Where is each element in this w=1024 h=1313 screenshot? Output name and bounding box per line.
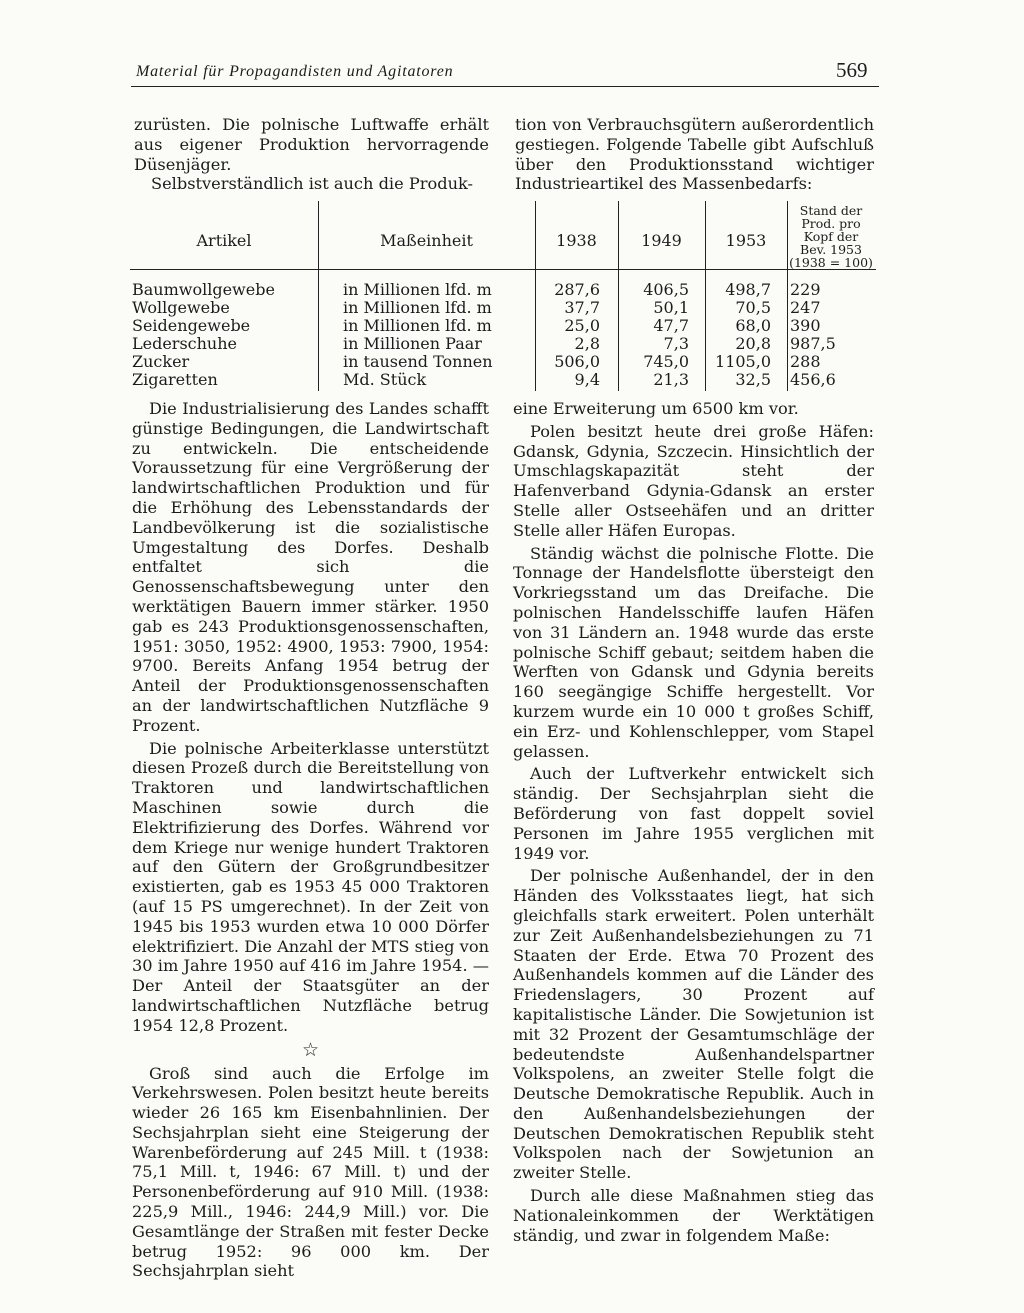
cell-per-capita: 247	[790, 298, 821, 317]
cell-1953: 20,8	[735, 334, 771, 353]
production-table	[130, 201, 876, 391]
cell-per-capita: 229	[790, 280, 821, 299]
running-header-title: Material für Propagandisten und Agitatoren	[136, 63, 454, 80]
body-paragraph: Ständig wächst die polnische Flotte. Die Tonnage der Handelsflotte übersteigt den Vorkriegsstand um das Dreifache. Die polnischen Handelsschiffe laufen Häfen von 31 Ländern an. 1948 wurde das erste polnische Schiff gebaut; seitdem haben die Werften von Gdansk und Gdynia bereits 160 seegängige Schiffe hergestellt. Vor kurzem wurde ein 10 000 t großes Schiff, ein Erz- und Kohlenschlepper, vom Stapel gelassen.	[513, 543, 874, 761]
table-header-per-capita-line: (1938 = 100)	[789, 255, 873, 270]
table-header-1953: 1953	[725, 231, 767, 250]
table-header-per-capita	[788, 204, 874, 269]
cell-1953: 32,5	[735, 370, 771, 389]
scan-margin-mark	[41, 1280, 48, 1310]
table-header-per-capita-line: Bev. 1953	[800, 242, 862, 257]
table-header-per-capita-line: Kopf der	[803, 229, 859, 244]
body-paragraph: Die Industrialisierung des Landes schafft günstige Bedingungen, die Landwirtschaft zu entwickeln. Die entscheidende Voraussetzung für eine Vergrößerung der landwirtschaftlichen Produktion und für die Erhöhung des Lebensstandards der Landbevölkerung ist die sozialistische Umgestaltung des Dorfes. Deshalb entfaltet sich die Genossenschaftsbewegung unter den werktätigen Bauern immer stärker. 1950 gab es 243 Produktionsgenossenschaften, 1951: 3050, 1952: 4900, 1953: 7900, 1954: 9700. Bereits Anfang 1954 betrug der Anteil der Produktionsgenossenschaften an der landwirtschaftlichen Nutzfläche 9 Prozent.	[132, 399, 489, 735]
cell-artikel: Baumwollgewebe	[132, 280, 275, 299]
body-paragraph: eine Erweiterung um 6500 km vor.	[513, 399, 799, 418]
body-paragraph: Auch der Luftverkehr entwickelt sich ständig. Der Sechsjahrplan sieht die Beförderung von fast doppelt soviel Personen im Jahre 1955 verglichen mit 1949 vor.	[513, 764, 874, 863]
cell-unit: in Millionen Paar	[343, 334, 482, 353]
table-header-per-capita-line: Prod. pro	[801, 216, 861, 231]
cell-1938: 37,7	[564, 298, 600, 317]
cell-unit: in Millionen lfd. m	[343, 280, 492, 299]
body-paragraph: Der polnische Außenhandel, der in den Händen des Volksstaates liegt, hat sich gleichfalls stark erweitert. Polen unterhält zur Zeit Außenhandelsbeziehungen zu 71 Staaten der Erde. Etwa 70 Prozent des Außenhandels kommen auf die Länder des Friedenslagers, 30 Prozent auf kapitalistische Länder. Die Sowjetunion ist mit 32 Prozent der Gesamtumschläge der bedeutendste Außenhandelspartner Volkspolens, an zweiter Stelle folgt die Deutsche Demokratische Republik. Auch in den Außenhandelsbeziehungen der Deutschen Demokratischen Republik steht Volkspolen nach der Sowjetunion an zweiter Stelle.	[513, 866, 874, 1183]
cell-unit: in Millionen lfd. m	[343, 298, 492, 317]
table-row	[130, 334, 876, 352]
section-star-divider: ☆	[301, 1038, 320, 1061]
body-right-column	[513, 399, 874, 1245]
cell-1949: 50,1	[653, 298, 689, 317]
cell-1938: 9,4	[574, 370, 600, 389]
cell-per-capita: 288	[790, 352, 821, 371]
cell-1953: 70,5	[735, 298, 771, 317]
cell-1938: 2,8	[574, 334, 600, 353]
intro-paragraph: tion von Verbrauchsgütern außerordentlich gestiegen. Folgende Tabelle gibt Aufschluß über den Produktionsstand wichtiger Industrieartikel des Massenbedarfs:	[515, 115, 874, 194]
table-header-1949: 1949	[641, 231, 682, 250]
table-header-1938: 1938	[556, 231, 597, 250]
cell-per-capita: 456,6	[790, 370, 836, 389]
cell-1949: 7,3	[663, 334, 689, 353]
cell-1953: 498,7	[725, 280, 771, 299]
cell-per-capita: 390	[790, 316, 821, 335]
table-header-artikel: Artikel	[196, 231, 252, 250]
body-paragraph: Die polnische Arbeiterklasse unterstützt diesen Prozeß durch die Bereitstellung von Traktoren und landwirtschaftlichen Maschinen sowie durch die Elektrifizierung des Dorfes. Während vor dem Kriege nur wenige hundert Traktoren auf den Gütern der Großgrundbesitzer existierten, gab es 1953 45 000 Traktoren (auf 15 PS umgerechnet). In der Zeit von 1945 bis 1953 wurden etwa 10 000 Dörfer elektrifiziert. Die Anzahl der MTS stieg von 30 im Jahre 1950 auf 416 im Jahre 1954. — Der Anteil der Staatsgüter an der landwirtschaftlichen Nutzfläche betrug 1954 12,8 Prozent.	[132, 738, 489, 1035]
table-header-per-capita-line: Stand der	[799, 203, 863, 218]
cell-per-capita: 987,5	[790, 334, 836, 353]
cell-1938: 287,6	[554, 280, 600, 299]
cell-artikel: Lederschuhe	[132, 334, 238, 353]
intro-left-column	[134, 115, 489, 194]
body-paragraph: Polen besitzt heute drei große Häfen: Gdansk, Gdynia, Szczecin. Hinsichtlich der Umschlagskapazität steht der Hafenverband Gdynia-Gdansk an erster Stelle aller Ostseehäfen und an dritter Stelle aller Häfen Europas.	[513, 421, 874, 540]
intro-paragraph: zurüsten. Die polnische Luftwaffe erhält aus eigener Produktion hervorragende Düsenjäger.	[134, 115, 489, 174]
cell-artikel: Zigaretten	[132, 370, 218, 389]
table-row	[130, 352, 876, 370]
cell-unit: Md. Stück	[343, 370, 427, 389]
body-paragraph: Durch alle diese Maßnahmen stieg das Nationaleinkommen der Werktätigen ständig, und zwar in folgendem Maße:	[513, 1186, 874, 1245]
cell-1949: 406,5	[643, 280, 689, 299]
intro-right-column	[515, 115, 874, 194]
cell-1953: 68,0	[735, 316, 771, 335]
cell-artikel: Seidengewebe	[132, 316, 251, 335]
table-row	[130, 370, 876, 388]
cell-unit: in tausend Tonnen	[343, 352, 493, 371]
table-header-rule	[130, 269, 876, 270]
table-row	[130, 298, 876, 316]
cell-artikel: Wollgewebe	[132, 298, 230, 317]
table-header-unit: Maßeinheit	[380, 231, 473, 250]
body-left-column	[132, 399, 489, 1281]
cell-1949: 745,0	[643, 352, 689, 371]
cell-1938: 25,0	[564, 316, 600, 335]
cell-1938: 506,0	[554, 352, 600, 371]
cell-1949: 21,3	[653, 370, 689, 389]
cell-unit: in Millionen lfd. m	[343, 316, 492, 335]
cell-1953: 1105,0	[715, 352, 771, 371]
page-number: 569	[836, 58, 868, 82]
cell-1949: 47,7	[653, 316, 689, 335]
table-row	[130, 316, 876, 334]
body-paragraph: Groß sind auch die Erfolge im Verkehrswesen. Polen besitzt heute bereits wieder 26 165 km Eisenbahnlinien. Der Sechsjahrplan sieht eine Steigerung der Warenbeförderung auf 245 Mill. t (1938: 75,1 Mill. t, 1946: 67 Mill. t) und der Personenbeförderung auf 910 Mill. (1938: 225,9 Mill., 1946: 244,9 Mill.) vor. Die Gesamtlänge der Straßen mit fester Decke betrug 1952: 96 000 km. Der Sechsjahrplan sieht	[132, 1063, 489, 1281]
cell-artikel: Zucker	[132, 352, 190, 371]
intro-paragraph: Selbstverständlich ist auch die Produk-	[151, 174, 473, 194]
table-row	[130, 280, 876, 298]
header-rule	[131, 86, 879, 87]
